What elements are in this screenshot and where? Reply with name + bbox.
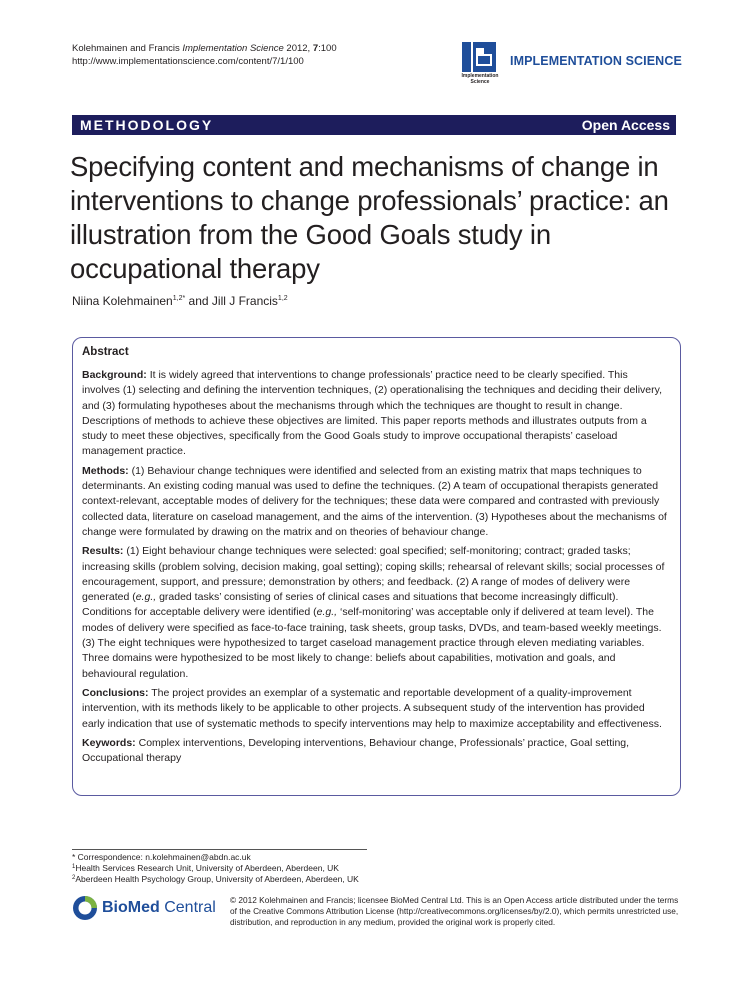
biomed-bio: BioMed bbox=[102, 899, 160, 916]
affiliation-number: 1 bbox=[72, 864, 76, 870]
abstract-body bbox=[82, 368, 668, 770]
paper-title: Specifying content and mechanisms of change in interventions to change professionals’ practice: an illustration from the Good Goals study in occupational therapy bbox=[70, 151, 669, 284]
author-name[interactable]: Jill J Francis bbox=[211, 294, 278, 308]
biomed-circle-icon bbox=[72, 895, 98, 921]
correspondence-email-link[interactable]: n.kolehmainen@abdn.ac.uk bbox=[145, 852, 251, 862]
logo-sub-line-2: Science bbox=[470, 79, 490, 85]
correspondence-label: * Correspondence: bbox=[72, 852, 143, 862]
author-conjunction: and bbox=[185, 294, 212, 308]
citation-journal: Implementation Science bbox=[182, 43, 284, 54]
article-type-label: METHODOLOGY bbox=[80, 117, 214, 133]
affiliation-1 bbox=[72, 863, 359, 874]
article-url-link[interactable]: http://www.implementationscience.com/content/7/1/100 bbox=[72, 56, 304, 67]
logo-subtitle bbox=[460, 73, 500, 85]
citation-volume: 7 bbox=[312, 43, 319, 54]
author-affiliation: 1,2* bbox=[172, 295, 186, 302]
author-name[interactable]: Niina Kolehmainen bbox=[72, 294, 173, 308]
journal-logo bbox=[460, 40, 690, 90]
author-list bbox=[72, 294, 288, 308]
citation-article: :100 bbox=[318, 43, 337, 54]
citation-authors: Kolehmainen and Francis bbox=[72, 43, 180, 54]
header-citation bbox=[72, 42, 337, 68]
results-eg: e.g., bbox=[135, 591, 157, 604]
logo-sub-line-1: Implementation bbox=[461, 73, 499, 79]
abstract-background bbox=[82, 368, 668, 460]
background-text: It is widely agreed that interventions to change professionals’ practice need to be clearly specified. This involves (1) selecting and defining the intervention techniques, (2) operationalising the techniques and deciding their delivery, and (3) formulating hypotheses about the mechanisms through which the techniques are thought to result in change. Descriptions of methods to achieve these objectives are limited. This paper reports methods and illustrates outputs from a study to meet these objectives, specifically from the Good Goals study to improve occupational therapists’ caseload management practice. bbox=[82, 369, 662, 458]
footnote-divider bbox=[72, 849, 367, 850]
affiliation-text: Health Services Research Unit, University of Aberdeen, Aberdeen, UK bbox=[75, 863, 339, 873]
license-text: © 2012 Kolehmainen and Francis; licensee BioMed Central Ltd. This is an Open Access article distributed under the terms of the Creative Commons Attribution License (http://creativecommons.org/licenses/by/2.0), which permits unrestricted use, distribution, and reproduction in any medium, provided the original work is properly cited. bbox=[230, 895, 679, 927]
conclusions-text: The project provides an exemplar of a systematic and reportable development of a quality-improvement intervention, with its methods likely to be applicable to other projects. A subsequent study of the intervention has provided early indication that use of systematic methods to specify interventions may help to maximize acceptability and effectiveness. bbox=[82, 686, 662, 730]
section-bar bbox=[72, 115, 676, 135]
biomed-central: Central bbox=[159, 899, 216, 916]
abstract-keywords bbox=[82, 736, 668, 767]
abstract-heading: Abstract bbox=[82, 346, 129, 358]
background-label: Background: bbox=[82, 369, 147, 381]
citation-line bbox=[72, 42, 337, 55]
logo-title: IMPLEMENTATION SCIENCE bbox=[510, 54, 682, 68]
results-text: ‘self-monitoring’ was acceptable only if delivered at team level). The modes of delivery were specified as face-to-face training, task sheets, group tasks, DVDs, and team-based weekly meetings. (3) The eight techniques were hypothesized to target caseload management practice through eleven mediating variables. Three domains were hypothesized to be most likely to change: beliefs about capabilities, motivation and goals, and behavioural regulation. bbox=[82, 606, 662, 680]
citation-year: 2012, bbox=[286, 43, 311, 54]
keywords-label: Keywords: bbox=[82, 736, 136, 749]
results-eg: e.g., bbox=[316, 606, 338, 619]
methods-label: Methods: bbox=[82, 464, 129, 477]
conclusions-label: Conclusions: bbox=[82, 686, 149, 699]
keywords-text: Complex interventions, Developing interventions, Behaviour change, Professionals’ practice, Goal setting, Occupational therapy bbox=[82, 736, 630, 765]
affiliation-text: Aberdeen Health Psychology Group, University of Aberdeen, Aberdeen, UK bbox=[75, 874, 359, 884]
open-access-label: Open Access bbox=[581, 117, 670, 133]
methods-text: (1) Behaviour change techniques were identified and selected from an existing matrix that maps techniques to determinants. An existing coding manual was used to define the techniques. (2) A team of occupational therapists generated context-relevant, acceptable modes of delivery for the techniques; these data were compared and contrasted with previously collected data, literature on caseload management, and the aims of the intervention. (3) Hypotheses about the mechanisms of change were formulated by drawing on the matrix and on theories of behaviour change. bbox=[82, 464, 667, 538]
abstract-methods bbox=[82, 464, 668, 540]
results-label: Results: bbox=[82, 545, 124, 558]
biomed-wordmark bbox=[102, 899, 216, 917]
correspondence bbox=[72, 852, 359, 863]
abstract-box bbox=[72, 337, 681, 796]
affiliation-number: 2 bbox=[72, 875, 76, 881]
biomed-central-logo bbox=[72, 895, 217, 925]
abstract-conclusions bbox=[82, 686, 668, 732]
implementation-science-logo-icon bbox=[462, 42, 496, 72]
author-affiliation: 1,2 bbox=[277, 295, 288, 302]
footnotes bbox=[72, 852, 359, 885]
abstract-results bbox=[82, 544, 668, 682]
results-text: graded tasks’ consisting of series of clinical cases and situations that become increasingly difficult). Conditions for acceptable delivery were identified ( bbox=[82, 591, 619, 619]
affiliation-2 bbox=[72, 874, 359, 885]
results-text: (1) Eight behaviour change techniques were selected: goal specified; self-monitoring; contract; graded tasks; increasing skills (problem solving, decision making, goal setting); coping skills; rehearsal of relevant skills; social processes of encouragement, support, and pressure; demonstration by others; and feedback. (2) A range of modes of delivery were generated ( bbox=[82, 545, 665, 604]
